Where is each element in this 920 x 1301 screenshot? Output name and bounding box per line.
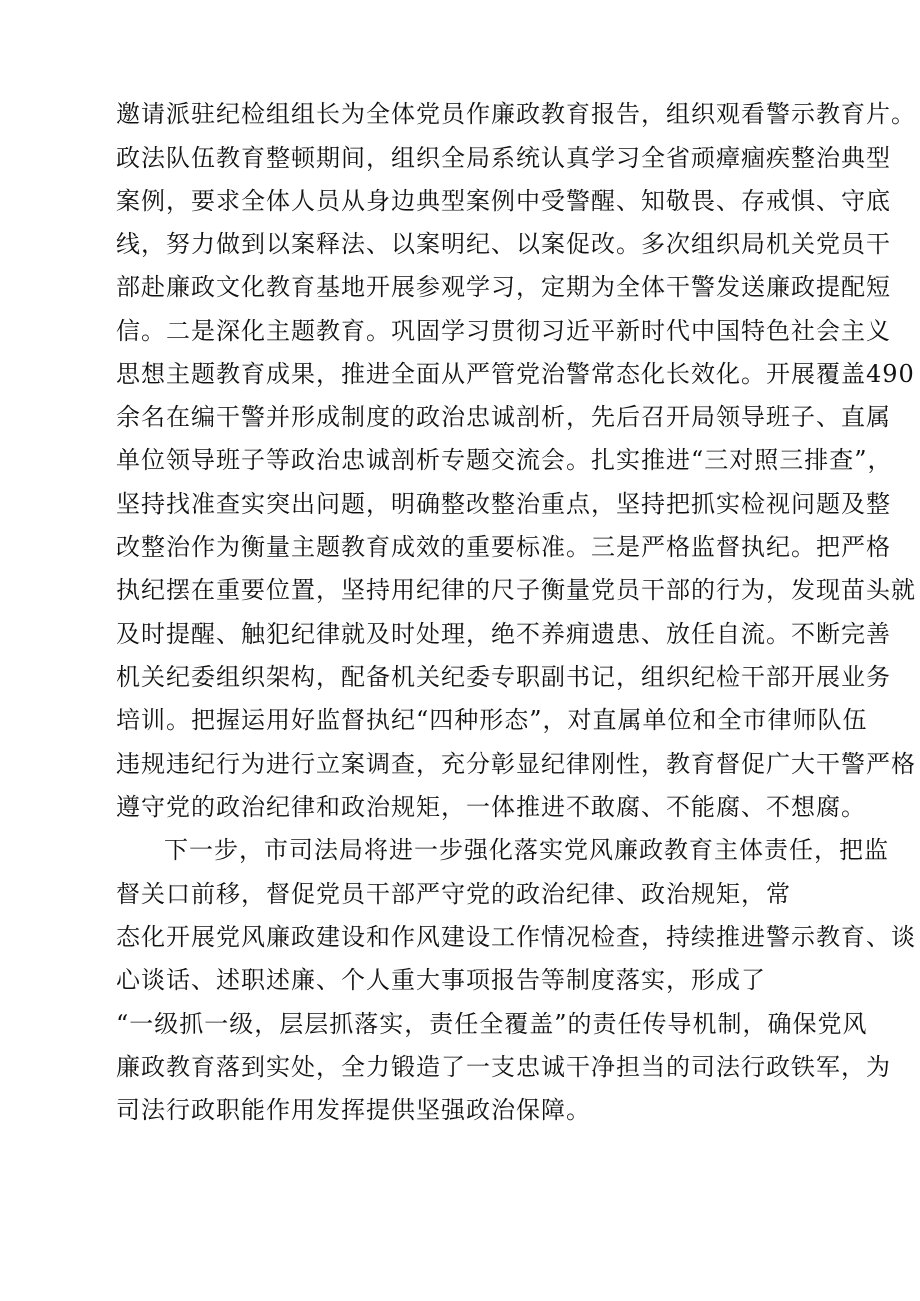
text-line-3: 案例，要求全体人员从身边典型案例中受警醒、知敬畏、存戒惧、守底 [116, 187, 891, 215]
text-line-15: 培训。把握运用好监督执纪“四种形态”，对直属单位和全市律师队伍 [116, 706, 868, 734]
text-line-18: 下一步，市司法局将进一步强化落实党风廉政教育主体责任，把监 [164, 836, 889, 864]
text-line-8: 余名在编干警并形成制度的政治忠诚剖析，先后召开局领导班子、直属 [116, 403, 891, 431]
text-line-9: 单位领导班子等政治忠诚剖析专题交流会。扎实推进“三对照三排查”， [116, 446, 893, 474]
text-line-22: “一级抓一级，层层抓落实，责任全覆盖”的责任传导机制，确保党风 [116, 1010, 868, 1038]
text-line-11: 改整治作为衡量主题教育成效的重要标准。三是严格监督执纪。把严格 [116, 533, 891, 561]
text-line-1: 邀请派驻纪检组组长为全体党员作廉政教育报告，组织观看警示教育片。 [116, 100, 916, 128]
text-line-10: 坚持找准查实突出问题，明确整改整治重点，坚持把抓实检视问题及整 [116, 490, 891, 518]
text-line-5: 部赴廉政文化教育基地开展参观学习，定期为全体干警发送廉政提配短 [116, 273, 891, 301]
text-line-23: 廉政教育落到实处，全力锻造了一支忠诚干净担当的司法行政铁军，为 [116, 1053, 891, 1081]
text-line-14: 机关纪委组织架构，配备机关纪委专职副书记，组织纪检干部开展业务 [116, 663, 891, 691]
text-line-6: 信。二是深化主题教育。巩固学习贯彻习近平新时代中国特色社会主义 [116, 317, 891, 345]
text-line-20: 态化开展党风廉政建设和作风建设工作情况检查，持续推进警示教育、谈 [116, 923, 916, 951]
text-line-2: 政法队伍教育整顿期间，组织全局系统认真学习全省顽瘴痼疾整治典型 [116, 144, 891, 172]
text-line-24: 司法行政职能作用发挥提供坚强政治保障。 [116, 1096, 591, 1124]
text-line-21: 心谈话、述职述廉、个人重大事项报告等制度落实，形成了 [116, 966, 766, 994]
text-line-7: 思想主题教育成果，推进全面从严管党治警常态化长效化。开展覆盖490 [116, 360, 915, 388]
text-line-13: 及时提醒、触犯纪律就及时处理，绝不养痈遗患、放任自流。不断完善 [116, 620, 891, 648]
text-line-19: 督关口前移，督促党员干部严守党的政治纪律、政治规矩，常 [116, 880, 791, 908]
text-line-4: 线，努力做到以案释法、以案明纪、以案促改。多次组织局机关党员干 [116, 230, 891, 258]
text-line-16: 违规违纪行为进行立案调查，充分彰显纪律刚性，教育督促广大干警严格 [116, 750, 916, 778]
text-line-12: 执纪摆在重要位置，坚持用纪律的尺子衡量党员干部的行为，发现苗头就 [116, 576, 916, 604]
text-line-17: 遵守党的政治纪律和政治规矩，一体推进不敢腐、不能腐、不想腐。 [116, 793, 866, 821]
